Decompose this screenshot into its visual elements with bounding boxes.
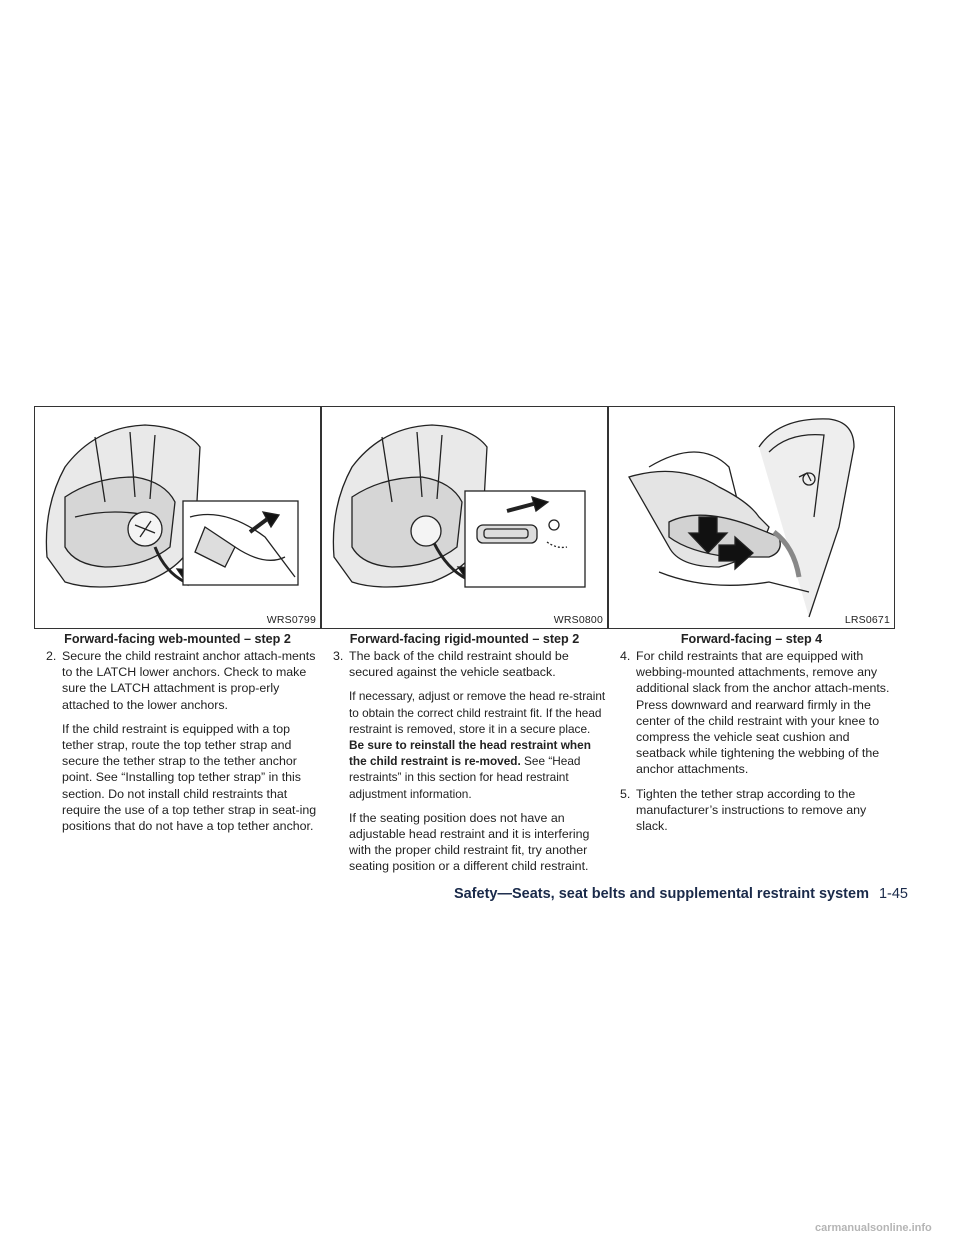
figure-step-4 [608,406,895,629]
column-3-text [608,648,895,834]
page-footer [454,886,908,902]
step-text: The back of the child restraint should be secured against the vehicle seatback. [349,649,569,680]
figure-web-mounted [34,406,321,629]
section-title: Safety—Seats, seat belts and supplemental restraint system [453,886,869,902]
step-3 [321,648,608,680]
head-restraint-text-b: See “Head restraints” in this section for head restraint adjustment information. [349,754,581,801]
step-number: 3. [333,649,344,663]
step-text: Secure the child restraint anchor attach-ments to the LATCH lower anchors. Check to make sure the LATCH attachment is prop-erly attached to the lower anchors. [62,649,316,712]
step-text: Tighten the tether strap according to the manufacturer’s instructions to remove any slack. [636,786,867,834]
column-1 [34,406,321,834]
figure-caption: Forward-facing rigid-mounted – step 2 [349,632,580,646]
head-restraint-warning: Be sure to reinstall the head restraint when the child restraint is re-moved. [349,738,591,769]
illustration-knee-press [609,407,894,628]
head-restraint-text-a: If necessary, adjust or remove the head re-straint to obtain the correct child restraint fit. If the head restraint is removed, store it in a secure place. [349,689,606,736]
step-text: For child restraints that are equipped with webbing-mounted attachments, remove any additional slack from the anchor attach-ments. Press downward and rearward firmly in the center of the child restraint with your knee to compress the vehicle seat cushion and seatback while tightening the webbing of the anchor attachments. [636,649,890,777]
figure-code: WRS0800 [553,614,603,626]
watermark: carmanualsonline.info [815,1222,932,1234]
figure-caption: Forward-facing web-mounted – step 2 [64,632,291,646]
paragraph-head-restraint [321,688,608,801]
step-4 [608,648,895,778]
figure-code: WRS0799 [266,614,316,626]
step-number: 5. [620,786,631,801]
column-1-text [34,648,321,834]
paragraph-seating-position: If the seating position does not have an adjustable head restraint and it is interfering with the proper child restraint fit, try another seating position or a different child restraint. [349,810,590,874]
paragraph-top-tether: If the child restraint is equipped with a top tether strap, route the top tether strap and secure the tether strap to the tether anchor point. See “Installing top tether strap” in this section. Do not install child restraints that require the use of a top tether strap in seat-ing positions that do not have a top tether anchor. [62,721,317,834]
column-2 [321,406,608,875]
figure-code: LRS0671 [844,614,890,626]
column-3 [608,406,895,834]
step-number: 2. [46,649,57,663]
figure-rigid-mounted [321,406,608,629]
illustration-rigid-mounted-seat [322,407,607,628]
step-5 [608,786,895,835]
illustration-web-mounted-seat [35,407,320,628]
step-number: 4. [620,649,631,663]
figure-caption: Forward-facing – step 4 [680,632,823,646]
step-2 [34,648,321,713]
page-number: 1-45 [878,886,908,902]
column-2-text [321,648,608,875]
